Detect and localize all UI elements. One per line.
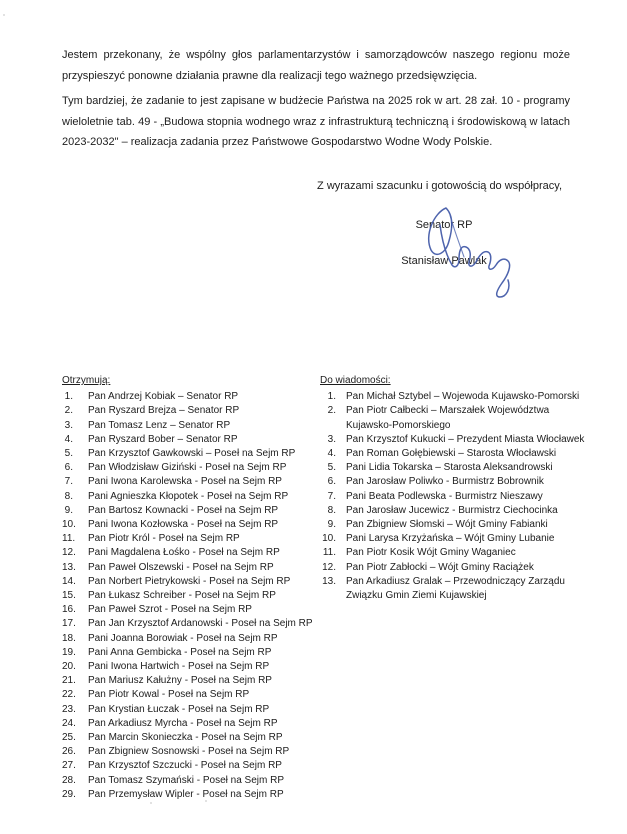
signature-name: Stanisław Pawlak — [401, 255, 487, 267]
recipients-list — [62, 390, 320, 802]
list-item-number: 4. — [327, 448, 336, 460]
handwritten-signature-icon — [390, 195, 530, 305]
list-item-text: Pan Tomasz Lenz – Senator RP — [88, 419, 231, 431]
list-item-number: 5. — [327, 462, 336, 474]
list-item-text: Pan Norbert Pietrykowski - Poseł na Sejm RP — [88, 575, 291, 587]
list-item-text: Pan Zbigniew Sosnowski - Poseł na Sejm RP — [88, 746, 290, 758]
list-item-number: 15. — [62, 590, 76, 602]
list-item — [62, 419, 320, 433]
list-item — [62, 632, 320, 646]
list-item — [62, 717, 320, 731]
list-item-text: Pani Joanna Borowiak - Poseł na Sejm RP — [88, 632, 278, 644]
list-item-text: Pan Arkadiusz Myrcha - Poseł na Sejm RP — [88, 717, 278, 729]
list-item-text: Pan Piotr Całbecki – Marszałek Województwa Kujawsko-Pomorskiego — [346, 405, 550, 431]
list-item-text: Pani Iwona Kozłowska - Poseł na Sejm RP — [88, 519, 279, 531]
list-item-text: Pan Bartosz Kownacki - Poseł na Sejm RP — [88, 504, 279, 516]
list-item-text: Pan Jarosław Poliwko - Burmistrz Bobrownik — [346, 476, 544, 488]
list-item-number: 6. — [64, 462, 73, 474]
scan-speck — [205, 800, 207, 802]
list-item — [62, 745, 320, 759]
list-item-text: Pan Przemysław Wipler - Poseł na Sejm RP — [88, 788, 284, 800]
list-item-text: Pan Piotr Król - Poseł na Sejm RP — [88, 533, 240, 545]
list-item-text: Pan Ryszard Bober – Senator RP — [88, 433, 238, 445]
list-item — [320, 532, 600, 546]
list-item — [62, 404, 320, 418]
recipients-section — [62, 374, 320, 802]
list-item-number: 9. — [327, 519, 336, 531]
list-item-text: Pan Krzysztof Kukucki – Prezydent Miasta Włocławek — [346, 433, 585, 445]
list-item-text: Pan Zbigniew Słomski – Wójt Gminy Fabianki — [346, 519, 548, 531]
list-item-text: Pan Michał Sztybel – Wojewoda Kujawsko-Pomorski — [346, 391, 580, 403]
list-item-text: Pan Jan Krzysztof Ardanowski - Poseł na Sejm RP — [88, 618, 313, 630]
list-item — [62, 447, 320, 461]
recipients-heading: Otrzymują: — [62, 375, 111, 386]
list-item — [320, 546, 600, 560]
list-item — [62, 504, 320, 518]
list-item-text: Pan Jarosław Jucewicz - Burmistrz Ciechocinka — [346, 504, 558, 516]
list-item-text: Pani Beata Podlewska - Burmistrz Nieszawy — [346, 490, 543, 502]
list-item-number: 23. — [62, 703, 76, 715]
list-item-number: 11. — [322, 547, 336, 559]
list-item — [320, 561, 600, 575]
list-item-number: 13. — [62, 561, 76, 573]
list-item — [62, 759, 320, 773]
list-item-text: Pan Piotr Zabłocki – Wójt Gminy Raciążek — [346, 561, 534, 573]
list-item-text: Pani Larysa Krzyżańska – Wójt Gminy Lubanie — [346, 533, 555, 545]
list-item — [62, 518, 320, 532]
list-item-number: 7. — [64, 476, 73, 488]
list-item-text: Pani Iwona Hartwich - Poseł na Sejm RP — [88, 661, 270, 673]
list-item-number: 10. — [62, 519, 76, 531]
list-item-number: 13. — [322, 575, 336, 587]
list-item-number: 7. — [327, 490, 336, 502]
list-item — [62, 390, 320, 404]
cc-list — [320, 390, 600, 603]
list-item — [62, 575, 320, 589]
list-item-number: 8. — [327, 504, 336, 516]
list-item — [62, 646, 320, 660]
list-item-number: 28. — [62, 774, 76, 786]
list-item-text: Pani Iwona Karolewska - Poseł na Sejm RP — [88, 476, 282, 488]
list-item-number: 9. — [64, 504, 73, 516]
list-item — [62, 589, 320, 603]
list-item — [320, 475, 600, 489]
letter-body — [62, 45, 570, 153]
scan-speck — [3, 14, 5, 16]
list-item-number: 24. — [62, 717, 76, 729]
list-item — [62, 433, 320, 447]
list-item-text: Pani Anna Gembicka - Poseł na Sejm RP — [88, 646, 272, 658]
scan-speck — [150, 802, 152, 804]
list-item-number: 6. — [327, 476, 336, 488]
list-item — [62, 688, 320, 702]
list-item-number: 1. — [64, 391, 73, 403]
list-item-text: Pan Roman Gołębiewski – Starosta Włocławski — [346, 448, 557, 460]
list-item — [320, 490, 600, 504]
list-item-text: Pan Piotr Kowal - Poseł na Sejm RP — [88, 689, 250, 701]
list-item-number: 4. — [64, 433, 73, 445]
list-item-text: Pan Arkadiusz Gralak – Przewodniczący Zarządu Związku Gmin Ziemi Kujawskiej — [346, 575, 565, 602]
closing-line: Z wyrazami szacunku i gotowością do współpracy, — [317, 180, 562, 192]
list-item-text: Pan Piotr Kosik Wójt Gminy Waganiec — [346, 547, 516, 559]
list-item — [320, 390, 600, 404]
list-item — [62, 660, 320, 674]
list-item-text: Pan Marcin Skonieczka - Poseł na Sejm RP — [88, 732, 283, 744]
list-item-number: 14. — [62, 575, 76, 587]
list-item-text: Pani Magdalena Łośko - Poseł na Sejm RP — [88, 547, 280, 559]
paragraph-2: Tym bardziej, że zadanie to jest zapisane w budżecie Państwa na 2025 rok w art. 28 zał. 10 - programy wieloletnie tab. 49 - „Budowa stopnia wodnego wraz z infrastrukturą techniczną i środowiskową w latach 2023-2032" – realizacja zadania przez Państwowe Gospodarstwo Wodne Wody Polskie. — [62, 95, 570, 148]
list-item — [62, 788, 320, 802]
list-item-number: 8. — [64, 490, 73, 502]
list-item — [62, 703, 320, 717]
list-item — [320, 447, 600, 461]
list-item-number: 29. — [62, 788, 76, 800]
cc-section — [320, 374, 600, 603]
list-item-text: Pan Paweł Szrot - Poseł na Sejm RP — [88, 604, 252, 616]
list-item-number: 10. — [322, 533, 336, 545]
list-item-text: Pani Lidia Tokarska – Starosta Aleksandrowski — [346, 462, 553, 474]
list-item-text: Pan Łukasz Schreiber - Poseł na Sejm RP — [88, 590, 276, 602]
list-item-number: 5. — [64, 448, 73, 460]
list-item — [62, 475, 320, 489]
list-item-number: 2. — [64, 405, 73, 417]
list-item-text: Pani Agnieszka Kłopotek - Poseł na Sejm RP — [88, 490, 289, 502]
list-item-text: Pan Andrzej Kobiak – Senator RP — [88, 391, 239, 403]
list-item-number: 16. — [62, 604, 76, 616]
list-item-number: 20. — [62, 661, 76, 673]
list-item-number: 12. — [322, 561, 336, 573]
list-item-number: 12. — [62, 547, 76, 559]
list-item-text: Pan Paweł Olszewski - Poseł na Sejm RP — [88, 561, 274, 573]
list-item — [62, 603, 320, 617]
list-item — [62, 774, 320, 788]
list-item-number: 17. — [62, 618, 76, 630]
list-item — [62, 674, 320, 688]
list-item — [62, 532, 320, 546]
paragraph-1: Jestem przekonany, że wspólny głos parlamentarzystów i samorządowców naszego regionu może przyspieszyć ponowne działania prawne dla realizacji tego ważnego przedsięwzięcia. — [62, 49, 570, 82]
list-item-text: Pan Ryszard Brejza – Senator RP — [88, 405, 240, 417]
list-item-number: 1. — [327, 391, 336, 403]
list-item — [62, 617, 320, 631]
list-item-text: Pan Tomasz Szymański - Poseł na Sejm RP — [88, 774, 285, 786]
list-item — [320, 404, 600, 432]
list-item-number: 2. — [327, 405, 336, 417]
list-item — [62, 461, 320, 475]
list-item-text: Pan Krzysztof Gawkowski – Poseł na Sejm RP — [88, 448, 296, 460]
list-item-text: Pan Włodzisław Giziński - Poseł na Sejm RP — [88, 462, 287, 474]
list-item — [62, 546, 320, 560]
list-item — [320, 504, 600, 518]
list-item-number: 19. — [62, 646, 76, 658]
list-item — [320, 461, 600, 475]
list-item — [320, 575, 600, 603]
list-item — [320, 518, 600, 532]
list-item — [62, 731, 320, 745]
list-item-number: 26. — [62, 746, 76, 758]
list-item-number: 3. — [327, 433, 336, 445]
list-item-text: Pan Krystian Łuczak - Poseł na Sejm RP — [88, 703, 270, 715]
list-item-text: Pan Mariusz Kałużny - Poseł na Sejm RP — [88, 675, 272, 687]
list-item — [62, 490, 320, 504]
list-item-number: 22. — [62, 689, 76, 701]
list-item-number: 27. — [62, 760, 76, 772]
list-item-number: 25. — [62, 732, 76, 744]
cc-heading: Do wiadomości: — [320, 375, 391, 386]
list-item-number: 18. — [62, 632, 76, 644]
list-item-number: 3. — [64, 419, 73, 431]
list-item — [62, 561, 320, 575]
list-item-number: 21. — [62, 675, 76, 687]
list-item-text: Pan Krzysztof Szczucki - Poseł na Sejm RP — [88, 760, 282, 772]
list-item — [320, 433, 600, 447]
signature-title: Senator RP — [415, 219, 473, 231]
list-item-number: 11. — [62, 533, 76, 545]
